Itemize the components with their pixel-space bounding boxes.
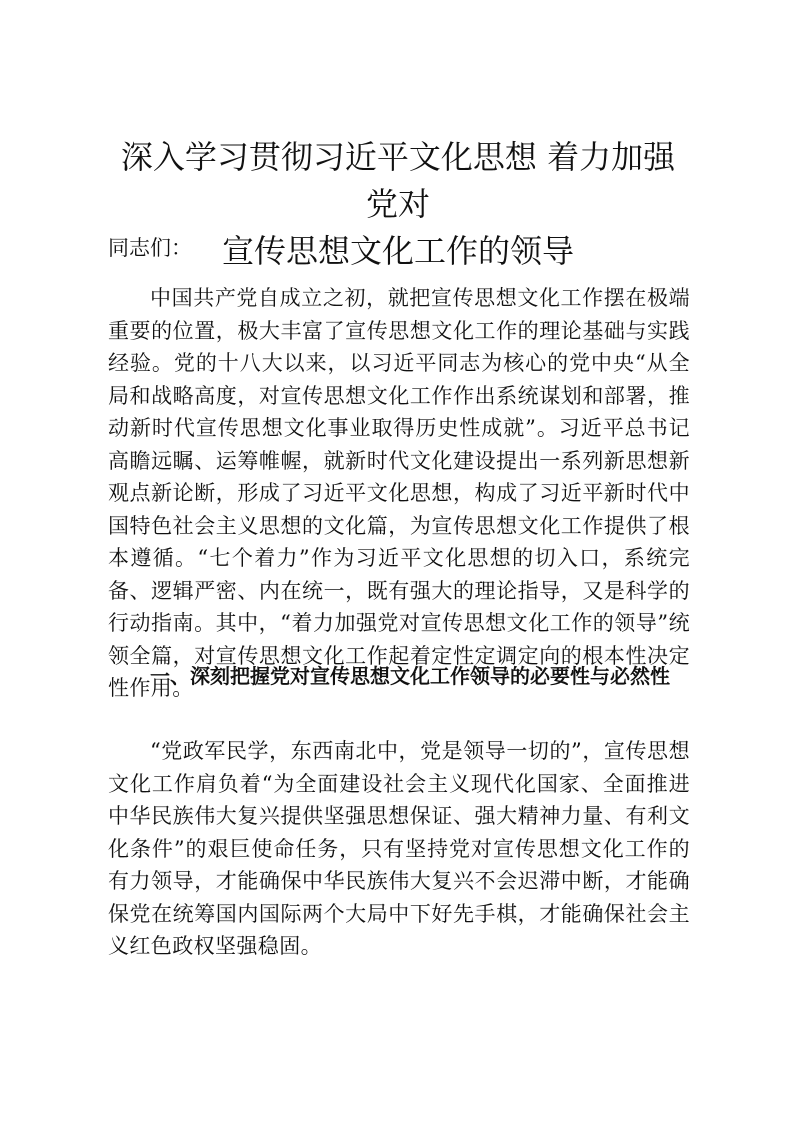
- section-heading-1: 一、深刻把握党对宣传思想文化工作领导的必要性与必然性: [150, 664, 670, 688]
- document-title: [108, 134, 688, 275]
- title-line-1: 深入学习贯彻习近平文化思想 着力加强党对: [120, 138, 676, 223]
- body-paragraph-2: “党政军民学，东西南北中，党是领导一切的”，宣传思想文化工作肩负着“为全面建设社会主义现代化国家、全面推进中华民族伟大复兴提供坚强思想保证、强大精神力量、有利文化条件”的艰巨使命任务，只有坚持党对宣传思想文化工作的有力领导，才能确保中华民族伟大复兴不会迟滞中断，才能确保党在统筹国内国际两个大局中下好先手棋，才能确保社会主义红色政权坚强稳固。: [108, 739, 690, 958]
- title-line-2: 宣传思想文化工作的领导: [221, 232, 574, 270]
- salutation: 同志们：: [108, 236, 192, 260]
- body-paragraph-1: 中国共产党自成立之初，就把宣传思想文化工作摆在极端重要的位置，极大丰富了宣传思想文化工作的理论基础与实践经验。党的十八大以来，以习近平同志为核心的党中央“从全局和战略高度，对宣传思想文化工作作出系统谋划和部署，推动新时代宣传思想文化事业取得历史性成就”。习近平总书记高瞻远瞩、运筹帷幄，就新时代文化建设提出一系列新思想新观点新论断，形成了习近平文化思想，构成了习近平新时代中国特色社会主义思想的文化篇，为宣传思想文化工作提供了根本遵循。“七个着力”作为习近平文化思想的切入口，系统完备、逻辑严密、内在统一，既有强大的理论指导，又是科学的行动指南。其中，“着力加强党对宣传思想文化工作的领导”统领全篇，对宣传思想文化工作起着定性定调定向的根本性决定性作用。: [108, 286, 690, 700]
